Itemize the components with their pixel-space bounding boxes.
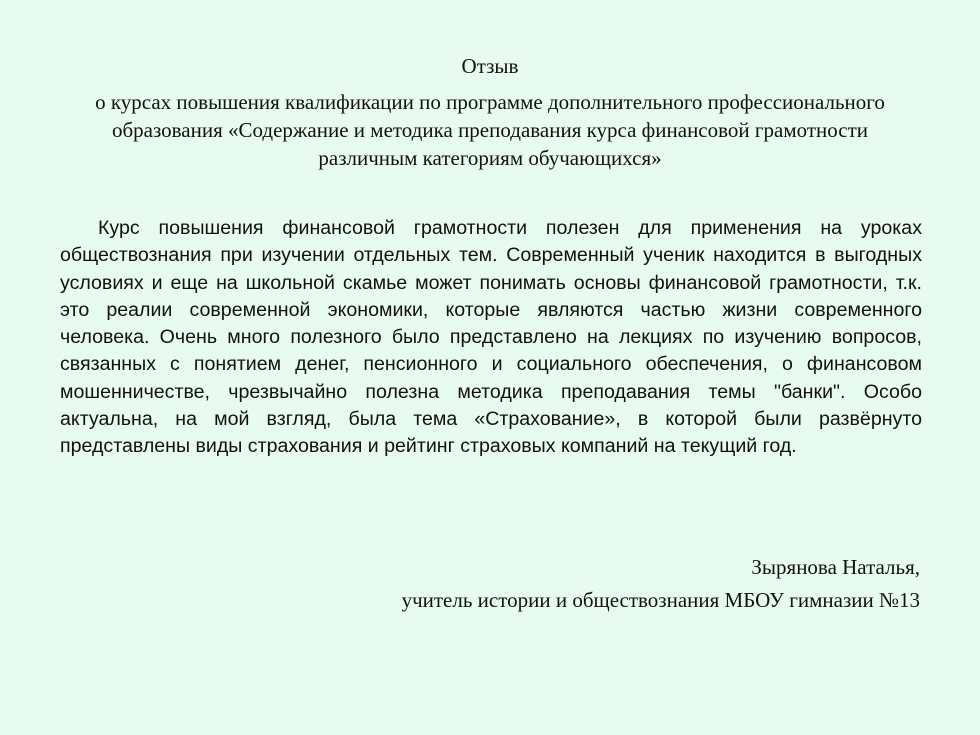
review-body-text: Курс повышения финансовой грамотности полезен для применения на уроках обществознания при изучении отдельных тем. Современный ученик находится в выгодных условиях и еще на школьной скамье может понимать основы финансовой грамотности, т.к. это реалии современной экономики, которые являются частью жизни современного человека. Очень много полезного было представлено на лекциях по изучению вопросов, связанных с понятием денег, пенсионного и социального обеспечения, о финансовом мошенничестве, чрезвычайно полезна методика преподавания темы "банки". Особо актуальна, на мой взгляд, была тема «Страхование», в которой были развёрнуто представлены виды страхования и рейтинг страховых компаний на текущий год. bbox=[60, 217, 922, 458]
signature-position: учитель истории и обществознания МБОУ гимназии №13 bbox=[401, 588, 920, 612]
signature-block bbox=[220, 551, 920, 617]
document-title: Отзыв bbox=[461, 54, 519, 78]
signature-name: Зырянова Наталья, bbox=[751, 555, 920, 579]
document-subtitle: о курсах повышения квалификации по программе дополнительного профессионального образования «Содержание и методика преподавания курса финансовой грамотности различным категориям обучающихся» bbox=[95, 90, 885, 170]
